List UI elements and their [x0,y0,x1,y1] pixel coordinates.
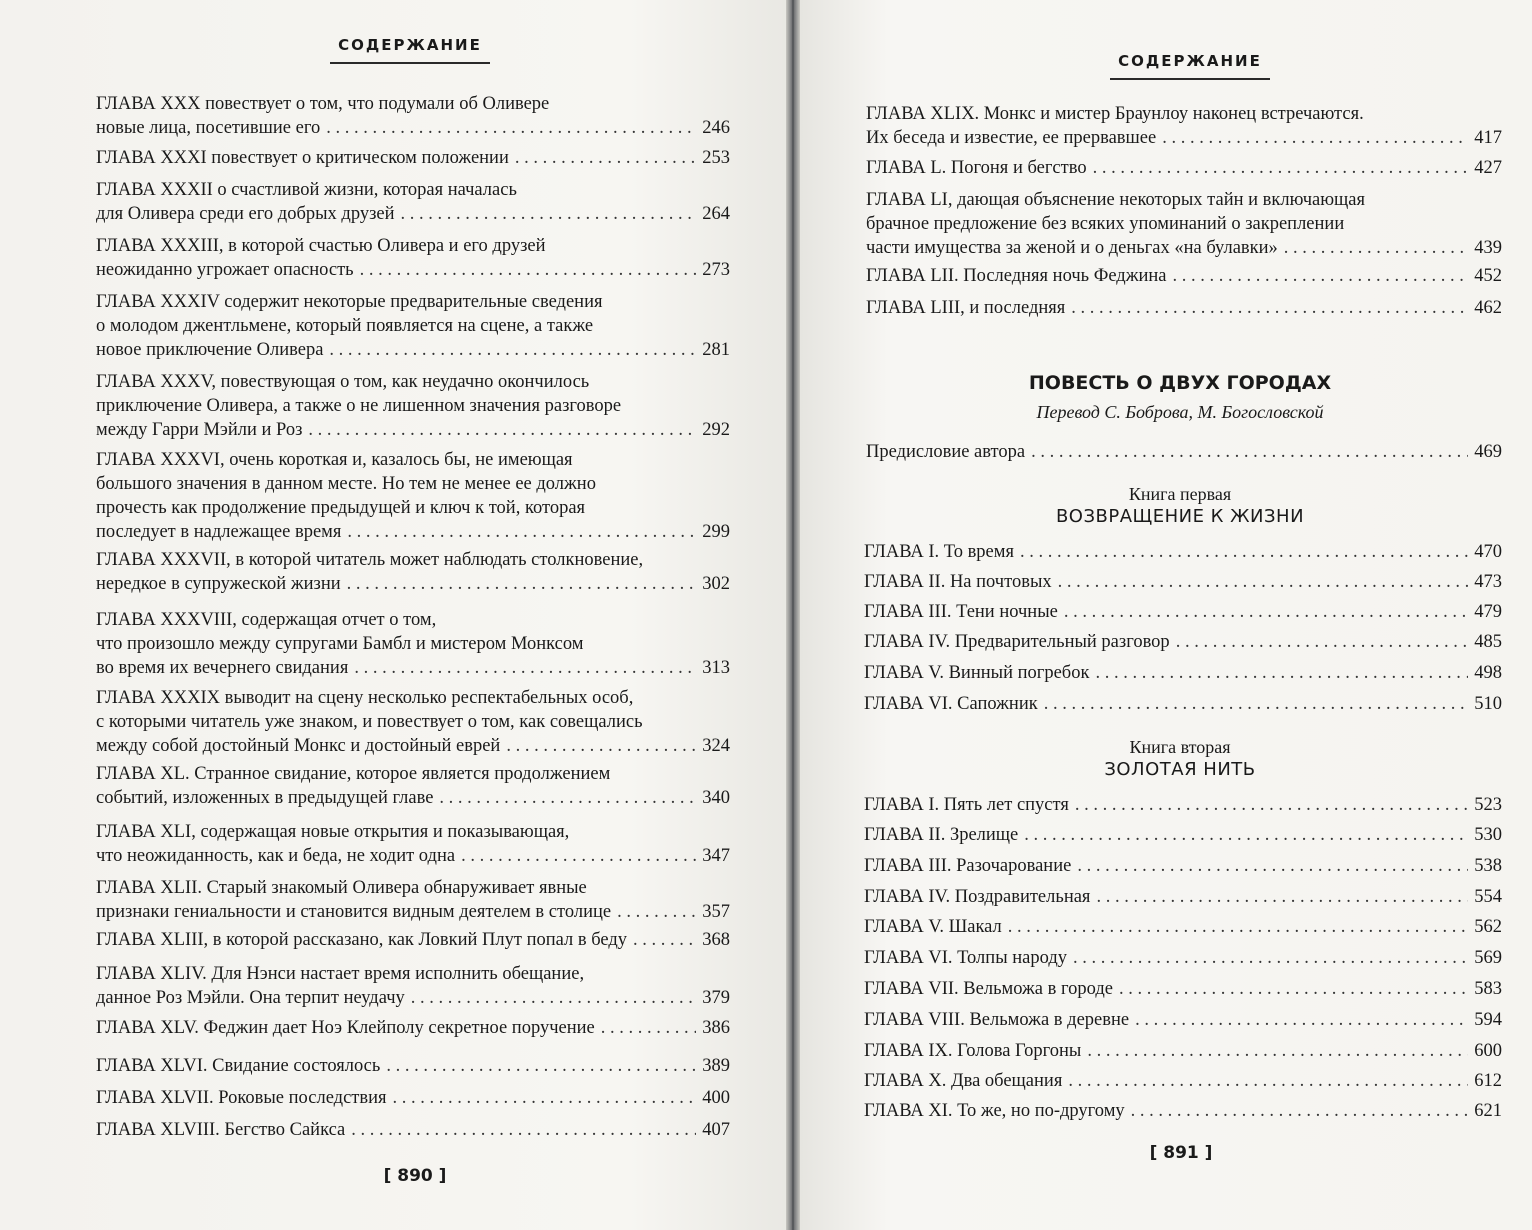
toc-page-number: 340 [702,788,730,808]
toc-entry-title: ГЛАВА LIII, и последняя [866,298,1066,318]
toc-page-number: 439 [1474,238,1502,258]
dot-leader [347,572,697,596]
toc-page-number: 569 [1474,948,1502,968]
toc-page-number: 299 [702,522,730,542]
toc-entry [866,188,1502,260]
toc-entry [864,823,1502,847]
toc-entry-title: ГЛАВА VI. Сапожник [864,694,1038,714]
toc-entry-line: ГЛАВА XXXV, повествующая о том, как неудачно окончилось [96,372,590,392]
toc-page-number: 313 [702,658,730,678]
toc-entry-last-line [864,630,1502,654]
toc-page-number: 612 [1474,1071,1502,1091]
book-gutter [786,0,800,1230]
dot-leader [354,656,696,680]
toc-entry [864,600,1502,624]
toc-entry-line: брачное предложение без всяких упоминаний о закреплении [866,214,1345,234]
toc-entry [866,296,1502,320]
toc-entry-last-line [864,540,1502,564]
toc-entry-title: во время их вечернего свидания [96,658,349,678]
toc-page-number: 530 [1474,825,1502,845]
toc-entry [864,540,1502,564]
toc-entry-line: ГЛАВА XXXVII, в которой читатель может наблюдать столкновение, [96,550,644,570]
toc-entry-line: ГЛАВА XXXII о счастливой жизни, которая началась [96,180,517,200]
toc-entry [96,876,730,924]
toc-entry [864,630,1502,654]
toc-entry-line: ГЛАВА XXXVIII, содержащая отчет о том, [96,610,437,630]
toc-entry [864,946,1502,970]
toc-page-number: 562 [1474,917,1502,937]
folio-left: [ 890 ] [383,1166,447,1186]
toc-entry-title: между Гарри Мэйли и Роз [96,420,303,440]
toc-entry-title: новые лица, посетившие его [96,118,321,138]
toc-page-number: 621 [1474,1101,1502,1121]
toc-page-number: 347 [702,846,730,866]
dot-leader [439,786,696,810]
dot-leader [1075,793,1468,817]
toc-entry-last-line [96,1118,730,1142]
running-head-text: СОДЕРЖАНИЕ [1118,52,1262,70]
toc-entry-last-line [866,156,1502,180]
toc-entry-title: ГЛАВА V. Винный погребок [864,663,1090,683]
dot-leader [1024,823,1468,847]
dot-leader [1095,661,1468,685]
dot-leader [308,418,696,442]
toc-entry [96,548,730,596]
toc-entry-line: ГЛАВА LI, дающая объяснение некоторых тайн и включающая [866,190,1366,210]
toc-entry-last-line [96,146,730,170]
toc-entry [96,608,730,680]
toc-entry-title: ГЛАВА VIII. Вельможа в деревне [864,1010,1130,1030]
toc-entry-last-line [866,296,1502,320]
toc-entry-last-line [96,986,730,1010]
dot-leader [1162,126,1468,150]
toc-entry-line: с которыми читатель уже знаком, и повествует о том, как совещались [96,712,643,732]
toc-entry-title: ГЛАВА II. Зрелище [864,825,1019,845]
dot-leader [1058,570,1469,594]
toc-entry-title: ГЛАВА XLVI. Свидание состоялось [96,1056,381,1076]
toc-page-number: 485 [1474,632,1502,652]
dot-leader [506,734,696,758]
toc-entry-title: ГЛАВА L. Погоня и бегство [866,158,1087,178]
toc-entry-line: о молодом джентльмене, который появляется на сцене, а также [96,316,594,336]
dot-leader [360,258,697,282]
toc-entry [96,1118,730,1142]
toc-entry-last-line [866,264,1502,288]
toc-entry-title: неожиданно угрожает опасность [96,260,354,280]
dot-leader [1008,915,1468,939]
toc-entry-last-line [96,656,730,680]
toc-entry [864,661,1502,685]
toc-page-number: 510 [1474,694,1502,714]
dot-leader [1131,1099,1469,1123]
toc-entry-title: Предисловие автора [866,442,1026,462]
toc-entry-title: ГЛАВА III. Тени ночные [864,602,1058,622]
toc-entry-title: Их беседа и известие, ее прервавшее [866,128,1157,148]
toc-page-number: 273 [702,260,730,280]
book2-title: ЗОЛОТАЯ НИТЬ [1104,759,1256,780]
toc-page-number: 407 [702,1120,730,1140]
toc-entry-title: ГЛАВА I. То время [864,542,1014,562]
toc-page-number: 523 [1474,795,1502,815]
toc-entry [96,146,730,170]
toc-entry-last-line [96,786,730,810]
toc-page-number: 498 [1474,663,1502,683]
toc-entry [866,440,1502,464]
toc-entry-last-line [96,900,730,924]
toc-page-number: 469 [1474,442,1502,462]
toc-page-number: 538 [1474,856,1502,876]
toc-entry-title: последует в надлежащее время [96,522,342,542]
toc-entry [864,570,1502,594]
toc-entry [864,1099,1502,1123]
toc-page-number: 417 [1474,128,1502,148]
toc-entry-last-line [866,236,1502,260]
toc-entry-title: ГЛАВА IV. Предварительный разговор [864,632,1170,652]
toc-entry-title: ГЛАВА VI. Толпы народу [864,948,1067,968]
toc-entry-title: ГЛАВА IV. Поздравительная [864,887,1091,907]
dot-leader [1068,1069,1468,1093]
toc-entry-last-line [866,440,1502,464]
dot-leader [1284,236,1468,260]
toc-entry [96,178,730,226]
running-head-text: СОДЕРЖАНИЕ [338,36,482,54]
toc-entry-title: для Оливера среди его добрых друзей [96,204,395,224]
toc-page-number: 368 [702,930,730,950]
toc-entry-last-line [864,946,1502,970]
toc-entry [866,156,1502,180]
toc-entry [864,692,1502,716]
toc-entry-line: прочесть как продолжение предыдущей и ключ к той, которая [96,498,586,518]
toc-entry-title: новое приключение Оливера [96,340,324,360]
toc-page-number: 379 [702,988,730,1008]
toc-entry-last-line [96,1016,730,1040]
toc-entry-title: ГЛАВА XLVII. Роковые последствия [96,1088,387,1108]
toc-entry-last-line [96,1054,730,1078]
toc-entry [96,962,730,1010]
toc-entry [866,264,1502,288]
dot-leader [633,928,696,952]
toc-entry-last-line [96,844,730,868]
toc-page-number: 264 [702,204,730,224]
book2-label: Книга вторая [1129,737,1231,757]
toc-page-number: 246 [702,118,730,138]
toc-page-number: 600 [1474,1041,1502,1061]
toc-entry-line: ГЛАВА XLI, содержащая новые открытия и показывающая, [96,822,570,842]
book1-title: ВОЗВРАЩЕНИЕ К ЖИЗНИ [1055,506,1305,527]
toc-entry-title: ГЛАВА XLVIII. Бегство Сайкса [96,1120,346,1140]
toc-entry-last-line [96,418,730,442]
toc-entry [864,1008,1502,1032]
toc-entry-last-line [864,915,1502,939]
toc-entry-last-line [864,854,1502,878]
toc-entry-line: ГЛАВА XXXVI, очень короткая и, казалось бы, не имеющая [96,450,573,470]
dot-leader [1087,1039,1468,1063]
toc-entry [96,290,730,362]
dot-leader [326,116,696,140]
toc-entry [864,885,1502,909]
dot-leader [411,986,697,1010]
toc-entry-title: ГЛАВА IX. Голова Горгоны [864,1041,1082,1061]
toc-entry [96,370,730,442]
toc-entry [96,92,730,140]
dot-leader [1020,540,1468,564]
toc-entry [96,820,730,868]
toc-page-number: 470 [1474,542,1502,562]
toc-page-number: 302 [702,574,730,594]
toc-page-number: 479 [1474,602,1502,622]
dot-leader [1093,156,1469,180]
toc-entry-line: приключение Оливера, а также о не лишенном значения разговоре [96,396,622,416]
toc-entry-line: ГЛАВА XLIV. Для Нэнси настает время исполнить обещание, [96,964,585,984]
toc-page-number: 594 [1474,1010,1502,1030]
toc-entry-title: ГЛАВА XXXI повествует о критическом положении [96,148,509,168]
toc-entry-line: ГЛАВА XL. Странное свидание, которое является продолжением [96,764,611,784]
toc-entry-last-line [864,661,1502,685]
dot-leader [515,146,696,170]
toc-page-number: 473 [1474,572,1502,592]
toc-page-number: 400 [702,1088,730,1108]
toc-entry-last-line [864,570,1502,594]
toc-entry-title: ГЛАВА VII. Вельможа в городе [864,979,1113,999]
toc-entry [96,1054,730,1078]
dot-leader [1173,264,1469,288]
toc-entry [96,762,730,810]
work-title: ПОВЕСТЬ О ДВУХ ГОРОДАХ [1028,372,1332,394]
toc-page-number: 583 [1474,979,1502,999]
running-head-left [320,36,500,64]
toc-entry-title: ГЛАВА I. Пять лет спустя [864,795,1069,815]
toc-entry [866,102,1502,150]
toc-entry-title: ГЛАВА XLIII, в которой рассказано, как Ловкий Плут попал в беду [96,930,628,950]
toc-entry [864,1069,1502,1093]
dot-leader [617,900,696,924]
dot-leader [601,1016,697,1040]
toc-entry-last-line [864,823,1502,847]
dot-leader [1135,1008,1468,1032]
toc-entry-last-line [864,1099,1502,1123]
toc-entry-line: ГЛАВА XXXIX выводит на сцену несколько респектабельных особ, [96,688,634,708]
toc-entry-last-line [96,572,730,596]
toc-entry-title: данное Роз Мэйли. Она терпит неудачу [96,988,405,1008]
dot-leader [1077,854,1468,878]
toc-entry [96,234,730,282]
toc-entry-line: ГЛАВА XLIX. Монкс и мистер Браунлоу наконец встречаются. [866,104,1364,124]
toc-entry-last-line [96,338,730,362]
toc-entry-line: большого значения в данном месте. Но тем не менее ее должно [96,474,596,494]
dot-leader [1073,946,1468,970]
toc-entry [96,1016,730,1040]
toc-page-number: 427 [1474,158,1502,178]
toc-entry-last-line [866,126,1502,150]
toc-entry-title: ГЛАВА III. Разочарование [864,856,1072,876]
toc-entry-last-line [864,600,1502,624]
toc-entry-line: ГЛАВА XXXIII, в которой счастью Оливера и его друзей [96,236,546,256]
toc-entry-last-line [96,928,730,952]
dot-leader [1044,692,1469,716]
toc-page-number: 281 [702,340,730,360]
toc-page-number: 452 [1474,266,1502,286]
toc-entry-last-line [864,793,1502,817]
toc-entry-title: нередкое в супружеской жизни [96,574,341,594]
toc-page-number: 357 [702,902,730,922]
toc-entry-line: ГЛАВА XXX повествует о том, что подумали об Оливере [96,94,550,114]
toc-entry-last-line [864,977,1502,1001]
toc-entry-last-line [96,734,730,758]
toc-entry [864,793,1502,817]
right-page [800,0,1532,1230]
toc-page-number: 292 [702,420,730,440]
dot-leader [393,1086,697,1110]
toc-entry [864,977,1502,1001]
toc-entry [96,686,730,758]
running-head-right [1100,52,1280,80]
toc-entry-title: признаки гениальности и становится видным деятелем в столице [96,902,612,922]
toc-entry-title: ГЛАВА II. На почтовых [864,572,1052,592]
dot-leader [386,1054,696,1078]
toc-page-number: 253 [702,148,730,168]
toc-entry-last-line [96,202,730,226]
toc-entry-title: части имущества за женой и о деньгах «на булавки» [866,238,1278,258]
toc-entry [864,915,1502,939]
toc-entry-last-line [864,1008,1502,1032]
book1-label: Книга первая [1128,484,1232,504]
dot-leader [1096,885,1468,909]
toc-entry-title: между собой достойный Монкс и достойный еврей [96,736,501,756]
toc-entry [96,928,730,952]
toc-entry-title: ГЛАВА XLV. Феджин дает Ноэ Клейполу секретное поручение [96,1018,595,1038]
toc-entry [96,448,730,544]
dot-leader [1119,977,1468,1001]
toc-entry-title: ГЛАВА LII. Последняя ночь Феджина [866,266,1167,286]
toc-entry-last-line [96,520,730,544]
running-head-rule [1110,78,1270,80]
dot-leader [461,844,696,868]
dot-leader [1031,440,1468,464]
running-head-rule [330,62,490,64]
toc-page-number: 554 [1474,887,1502,907]
toc-page-number: 324 [702,736,730,756]
toc-entry-title: что неожиданность, как и беда, не ходит одна [96,846,456,866]
toc-entry-title: событий, изложенных в предыдущей главе [96,788,434,808]
toc-entry-last-line [864,1039,1502,1063]
toc-entry-line: ГЛАВА XXXIV содержит некоторые предварительные сведения [96,292,603,312]
toc-entry-last-line [96,258,730,282]
dot-leader [401,202,697,226]
toc-entry-last-line [96,116,730,140]
toc-entry [96,1086,730,1110]
toc-entry-last-line [96,1086,730,1110]
dot-leader [1176,630,1469,654]
dot-leader [351,1118,696,1142]
toc-entry-last-line [864,885,1502,909]
toc-page-number: 386 [702,1018,730,1038]
dot-leader [1064,600,1468,624]
toc-entry-last-line [864,1069,1502,1093]
dot-leader [329,338,696,362]
toc-page-number: 462 [1474,298,1502,318]
toc-entry-title: ГЛАВА V. Шакал [864,917,1002,937]
toc-entry [864,1039,1502,1063]
toc-entry-title: ГЛАВА X. Два обещания [864,1071,1063,1091]
toc-entry-title: ГЛАВА XI. То же, но по-другому [864,1101,1125,1121]
folio-right: [ 891 ] [1149,1143,1213,1163]
dot-leader [1071,296,1468,320]
toc-entry [864,854,1502,878]
toc-entry-line: ГЛАВА XLII. Старый знакомый Оливера обнаруживает явные [96,878,587,898]
translators-credit: Перевод С. Боброва, М. Богословской [1036,402,1324,422]
dot-leader [347,520,696,544]
toc-entry-last-line [864,692,1502,716]
toc-entry-line: что произошло между супругами Бамбл и мистером Монксом [96,634,584,654]
toc-page-number: 389 [702,1056,730,1076]
